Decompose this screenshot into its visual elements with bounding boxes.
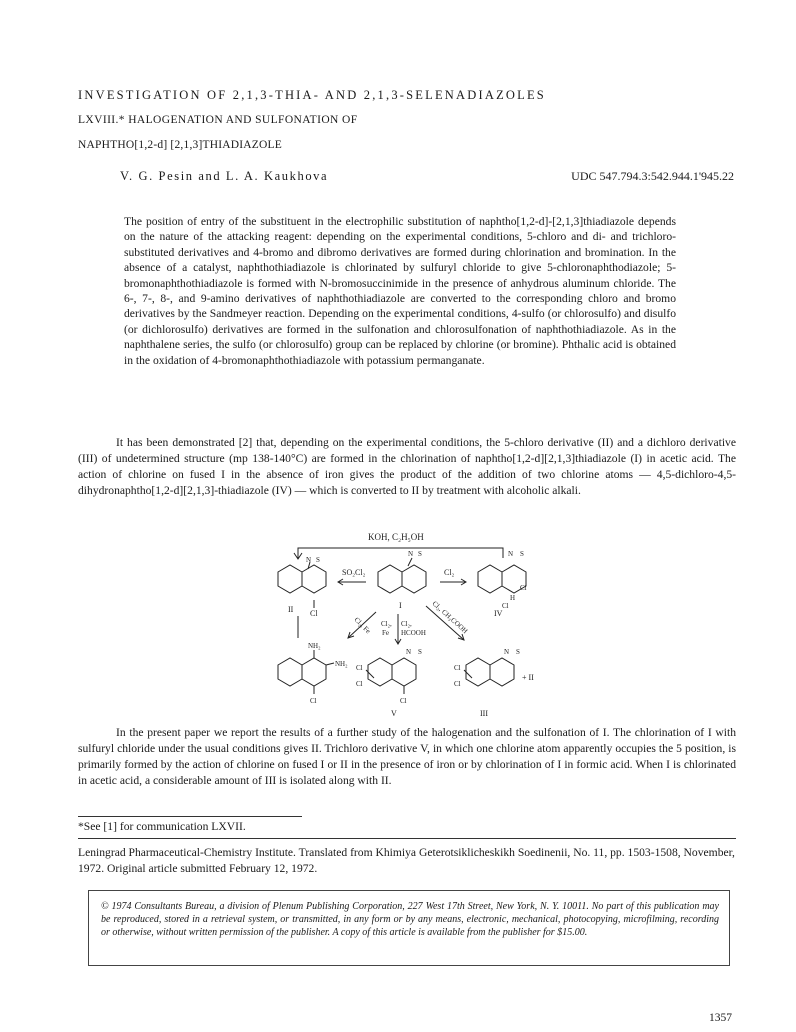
atom-Cl-II: Cl <box>310 609 318 618</box>
paragraph-text: It has been demonstrated [2] that, depending on the experimental conditions, the 5-chloro derivative (II) and a dichloro derivative (III) of undetermined structure (mp 138-140°C) are formed in the chlorination of naphtho[1,2-d][2,1,3]thiadiazole (I) in acetic acid. The action of chlorine on fused I in the absence of iron gives the product of the addition of two chlorine atoms — 4,5-dichloro-4,5-dihydronaphtho[1,2-d][2,1,3]-thiadiazole (IV) — which is converted to II by treatment with alcoholic alkali. <box>78 436 736 497</box>
label-II: II <box>288 605 294 614</box>
atom-H-IV: H <box>510 594 516 602</box>
reagent-cl2-a: Cl₂, <box>381 620 392 628</box>
affiliation: Leningrad Pharmaceutical-Chemistry Institute. Translated from Khimiya Geterotsiklicheskikh Soedinenii, No. 11, pp. 1503-1508, November, 1972. Original article submitted February 12, 1972. <box>78 846 735 875</box>
atom-N-I: N <box>408 550 414 558</box>
part-title: LXVIII.* HALOGENATION AND SULFONATION OF <box>78 114 358 126</box>
atom-S-II: S <box>316 556 320 564</box>
compound-II-structure <box>278 562 326 608</box>
atom-Cl-amine: Cl <box>310 697 317 705</box>
reagent-cl2-acoh: Cl₂, CH₃COOH <box>430 599 470 636</box>
atom-Cl-III-b: Cl <box>454 680 461 688</box>
reagent-cl2: Cl₂ <box>444 568 455 577</box>
atom-Cl-IV-b: Cl <box>502 602 509 610</box>
abstract-text: The position of entry of the substituent in the electrophilic substitution of naphtho[1,2-d]-[2,1,3]thiadiazole depends on the nature of the attacking reagent: depending on the experimental conditions, 5-chloro and di- and trichloro-substituted derivatives and 4-bromo and dibromo derivatives are formed during chlorination and bromination. In the absence of a catalyst, naphthothiadiazole is chlorinated by sulfuryl chloride to give 5-chloronaphthodiazole; 5-bromonaphthothiadiazole is formed with N-bromosuccinimide in the presence of anhydrous aluminum chloride. The 6-, 7-, 8-, and 9-amino derivatives of naphthothiadiazole are converted to the corresponding chloro and bromo derivatives by the Sandmeyer reaction. Depending on the experimental conditions, 4-sulfo (or chlorosulfo) and disulfo (or dichlorosulfo) derivatives are formed in the sulfonation and chlorosulfonation of naphthothiadiazole. As in the naphthalene series, the sulfo (or chlorosulfo) group can be replaced by chlorine (or bromine). Phthalic acid is obtained in the oxidation of 4-bromonaphthothiadiazole with potassium permanganate. <box>124 215 676 367</box>
atom-S-V: S <box>418 648 422 656</box>
bracket-arrow-line <box>298 548 503 558</box>
atom-Cl-V-c: Cl <box>400 697 407 705</box>
atom-N-IV: N <box>508 550 514 558</box>
compound-IV-structure <box>478 565 526 593</box>
atom-Cl-V-a: Cl <box>356 664 363 672</box>
copyright-text: © 1974 Consultants Bureau, a division of Plenum Publishing Corporation, 227 West 17th Street, New York, N. Y. 10011. No part of this publication may be reproduced, stored in a retrieval system, or transmitted, in any form or by any means, electronic, mechanical, photocopying, microfilming, recording or otherwise, without written permission of the publisher. A copy of this article is available from the publisher for $15.00. <box>101 901 719 938</box>
plus-II: + II <box>522 673 534 682</box>
atom-NH2-b: NH₂ <box>335 660 348 668</box>
body-paragraph-1 <box>78 435 736 499</box>
footnote: *See [1] for communication LXVII. <box>78 820 246 833</box>
udc-code: UDC 547.794.3:542.944.1'945.22 <box>571 169 734 183</box>
copyright-box <box>88 890 730 966</box>
atom-N-V: N <box>406 648 412 656</box>
compound-amine-structure <box>278 650 334 694</box>
atom-N-III: N <box>504 648 510 656</box>
reagent-cl2-fe-diag: Cl₂, Fe <box>352 615 373 636</box>
article-title: NAPHTHO[1,2-d] [2,1,3]THIADIAZOLE <box>78 139 282 151</box>
footnote-rule <box>78 816 302 817</box>
authors: V. G. Pesin and L. A. Kaukhova <box>120 169 329 183</box>
atom-Cl-V-b: Cl <box>356 680 363 688</box>
reagent-fe: Fe <box>382 629 389 637</box>
label-V: V <box>391 709 397 718</box>
compound-V-structure <box>366 658 416 694</box>
abstract <box>124 214 676 368</box>
page-number: 1357 <box>709 1012 732 1024</box>
label-IV: IV <box>494 609 503 618</box>
body-paragraph-2 <box>78 725 736 789</box>
paragraph-text: In the present paper we report the results of a further study of the halogenation and the sulfonation of I. The chlorination of I with sulfuryl chloride under the usual conditions gives II. Trichloro derivative V, in which one chlorine atom apparently occupies the 5 position, is primarily formed by the action of chlorine on fused I or II in the presence of iron or by chlorination of I in formic acid. When I is chlorinated in acetic acid, a considerable amount of III is isolated along with II. <box>78 726 736 787</box>
affiliation-rule <box>78 838 736 839</box>
reagent-top: KOH, C₂H₅OH <box>368 532 424 542</box>
reagent-cl2-b: Cl₂, <box>401 620 412 628</box>
series-title: INVESTIGATION OF 2,1,3-THIA- AND 2,1,3-SELENADIAZOLES <box>78 88 546 102</box>
atom-S-I: S <box>418 550 422 558</box>
compound-I-structure <box>378 558 426 593</box>
reaction-scheme <box>258 520 548 720</box>
atom-Cl-III-a: Cl <box>454 664 461 672</box>
atom-S-IV: S <box>520 550 524 558</box>
atom-N-II: N <box>306 556 312 564</box>
label-I: I <box>399 601 402 610</box>
reagent-so2cl2: SO₂Cl₂ <box>342 568 366 577</box>
label-III: III <box>480 709 488 718</box>
compound-III-structure <box>464 658 514 686</box>
atom-S-III: S <box>516 648 520 656</box>
atom-Cl-IV-a: Cl <box>520 584 527 592</box>
reagent-hcooh: HCOOH <box>401 629 426 637</box>
atom-NH2-a: NH₂ <box>308 642 321 650</box>
